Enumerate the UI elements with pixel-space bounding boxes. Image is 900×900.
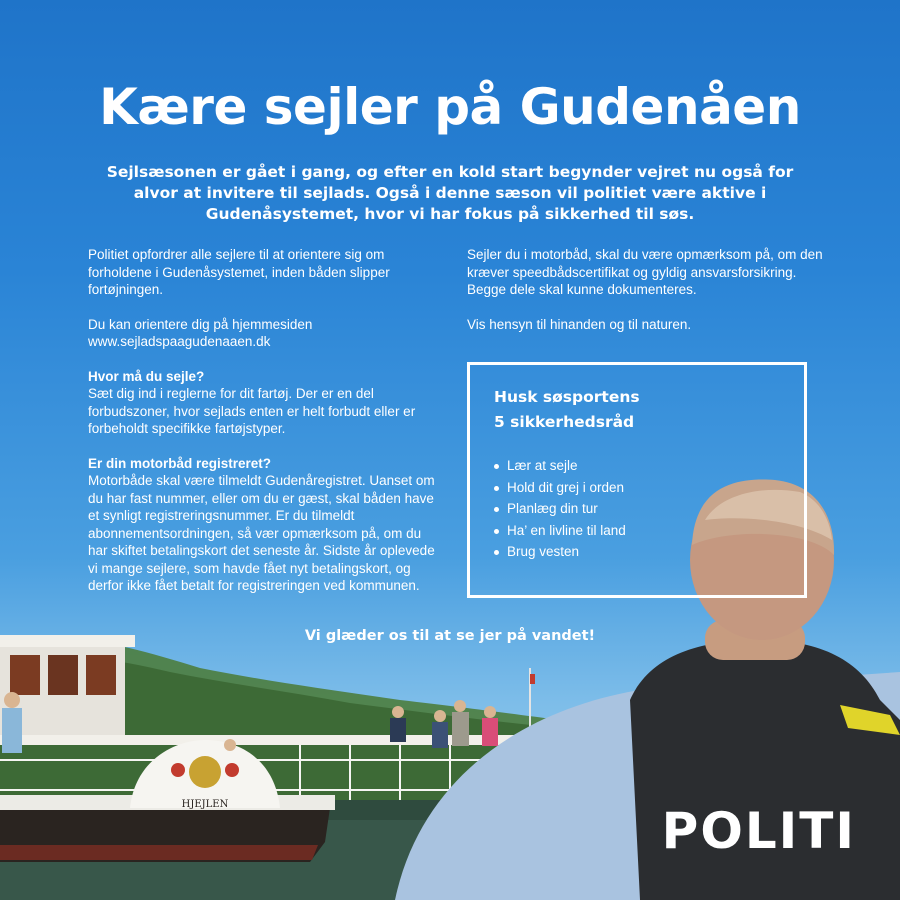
left-column <box>88 246 443 612</box>
list-item: Hold dit grej i orden <box>494 477 780 499</box>
boat-nameplate <box>170 795 240 811</box>
heading-where-to-sail: Hvor må du sejle? <box>88 368 205 384</box>
safety-rules-title <box>494 385 780 435</box>
heading-motorboat-registered: Er din motorbåd registreret? <box>88 455 272 471</box>
right-paragraph-2: Vis hensyn til hinanden og til naturen. <box>467 316 692 332</box>
right-column <box>467 246 827 350</box>
website-url: www.sejladspaagudenaaen.dk <box>88 334 271 349</box>
left-paragraph-4: Motorbåde skal være tilmeldt Gudenåregistret. Uanset om du har fast nummer, eller om du er gæst, skal båden have et synligt registreringsnummer. Er du tilmeldt abonnementsordningen, så vær opmærksom på, om du har skiftet betalingskort det seneste år. Sidste år oplevede vi mange sejlere, som havde fået nyt betalingskort, og derfor ikke fået betalt for registreringen ved kommunen. <box>88 473 435 593</box>
list-item: Brug vesten <box>494 541 780 563</box>
boat-name: HJEJLEN <box>181 799 229 810</box>
website-intro: Du kan orientere dig på hjemmesiden <box>88 316 313 332</box>
safety-rules-list <box>494 455 780 563</box>
left-paragraph-1: Politiet opfordrer alle sejlere til at orientere sig om forholdene i Gudenåsystemet, inden båden slipper fortøjningen. <box>88 247 390 297</box>
intro-text: Sejlsæsonen er gået i gang, og efter en kold start begynder vejret nu også for alvor at invitere til sejlads. Også i denne sæson vil politiet være aktive i Gudenåsystemet, hvor vi har fokus på sikkerhed til søs. <box>106 163 794 223</box>
list-item: Ha’ en livline til land <box>494 520 780 542</box>
list-item: Lær at sejle <box>494 455 780 477</box>
safety-rules-title-line-2: 5 sikkerhedsråd <box>494 413 635 431</box>
politi-logo: POLITI <box>661 802 856 860</box>
safety-rules-box <box>467 362 807 598</box>
left-paragraph-2 <box>88 316 443 351</box>
list-item: Planlæg din tur <box>494 498 780 520</box>
page-title: Kære sejler på Gudenåen <box>99 78 801 136</box>
right-paragraph-1: Sejler du i motorbåd, skal du være opmærksom på, om den kræver speedbådscertifikat og gyldig ansvarsforsikring. Begge dele skal kunne dokumenteres. <box>467 247 823 297</box>
safety-rules-title-line-1: Husk søsportens <box>494 388 640 406</box>
left-paragraph-3: Sæt dig ind i reglerne for dit fartøj. Der er en del forbudszoner, hvor sejlads enten er helt forbudt eller er forbeholdt specifikke fartøjstyper. <box>88 386 416 436</box>
closing-line: Vi glæder os til at se jer på vandet! <box>304 628 596 644</box>
